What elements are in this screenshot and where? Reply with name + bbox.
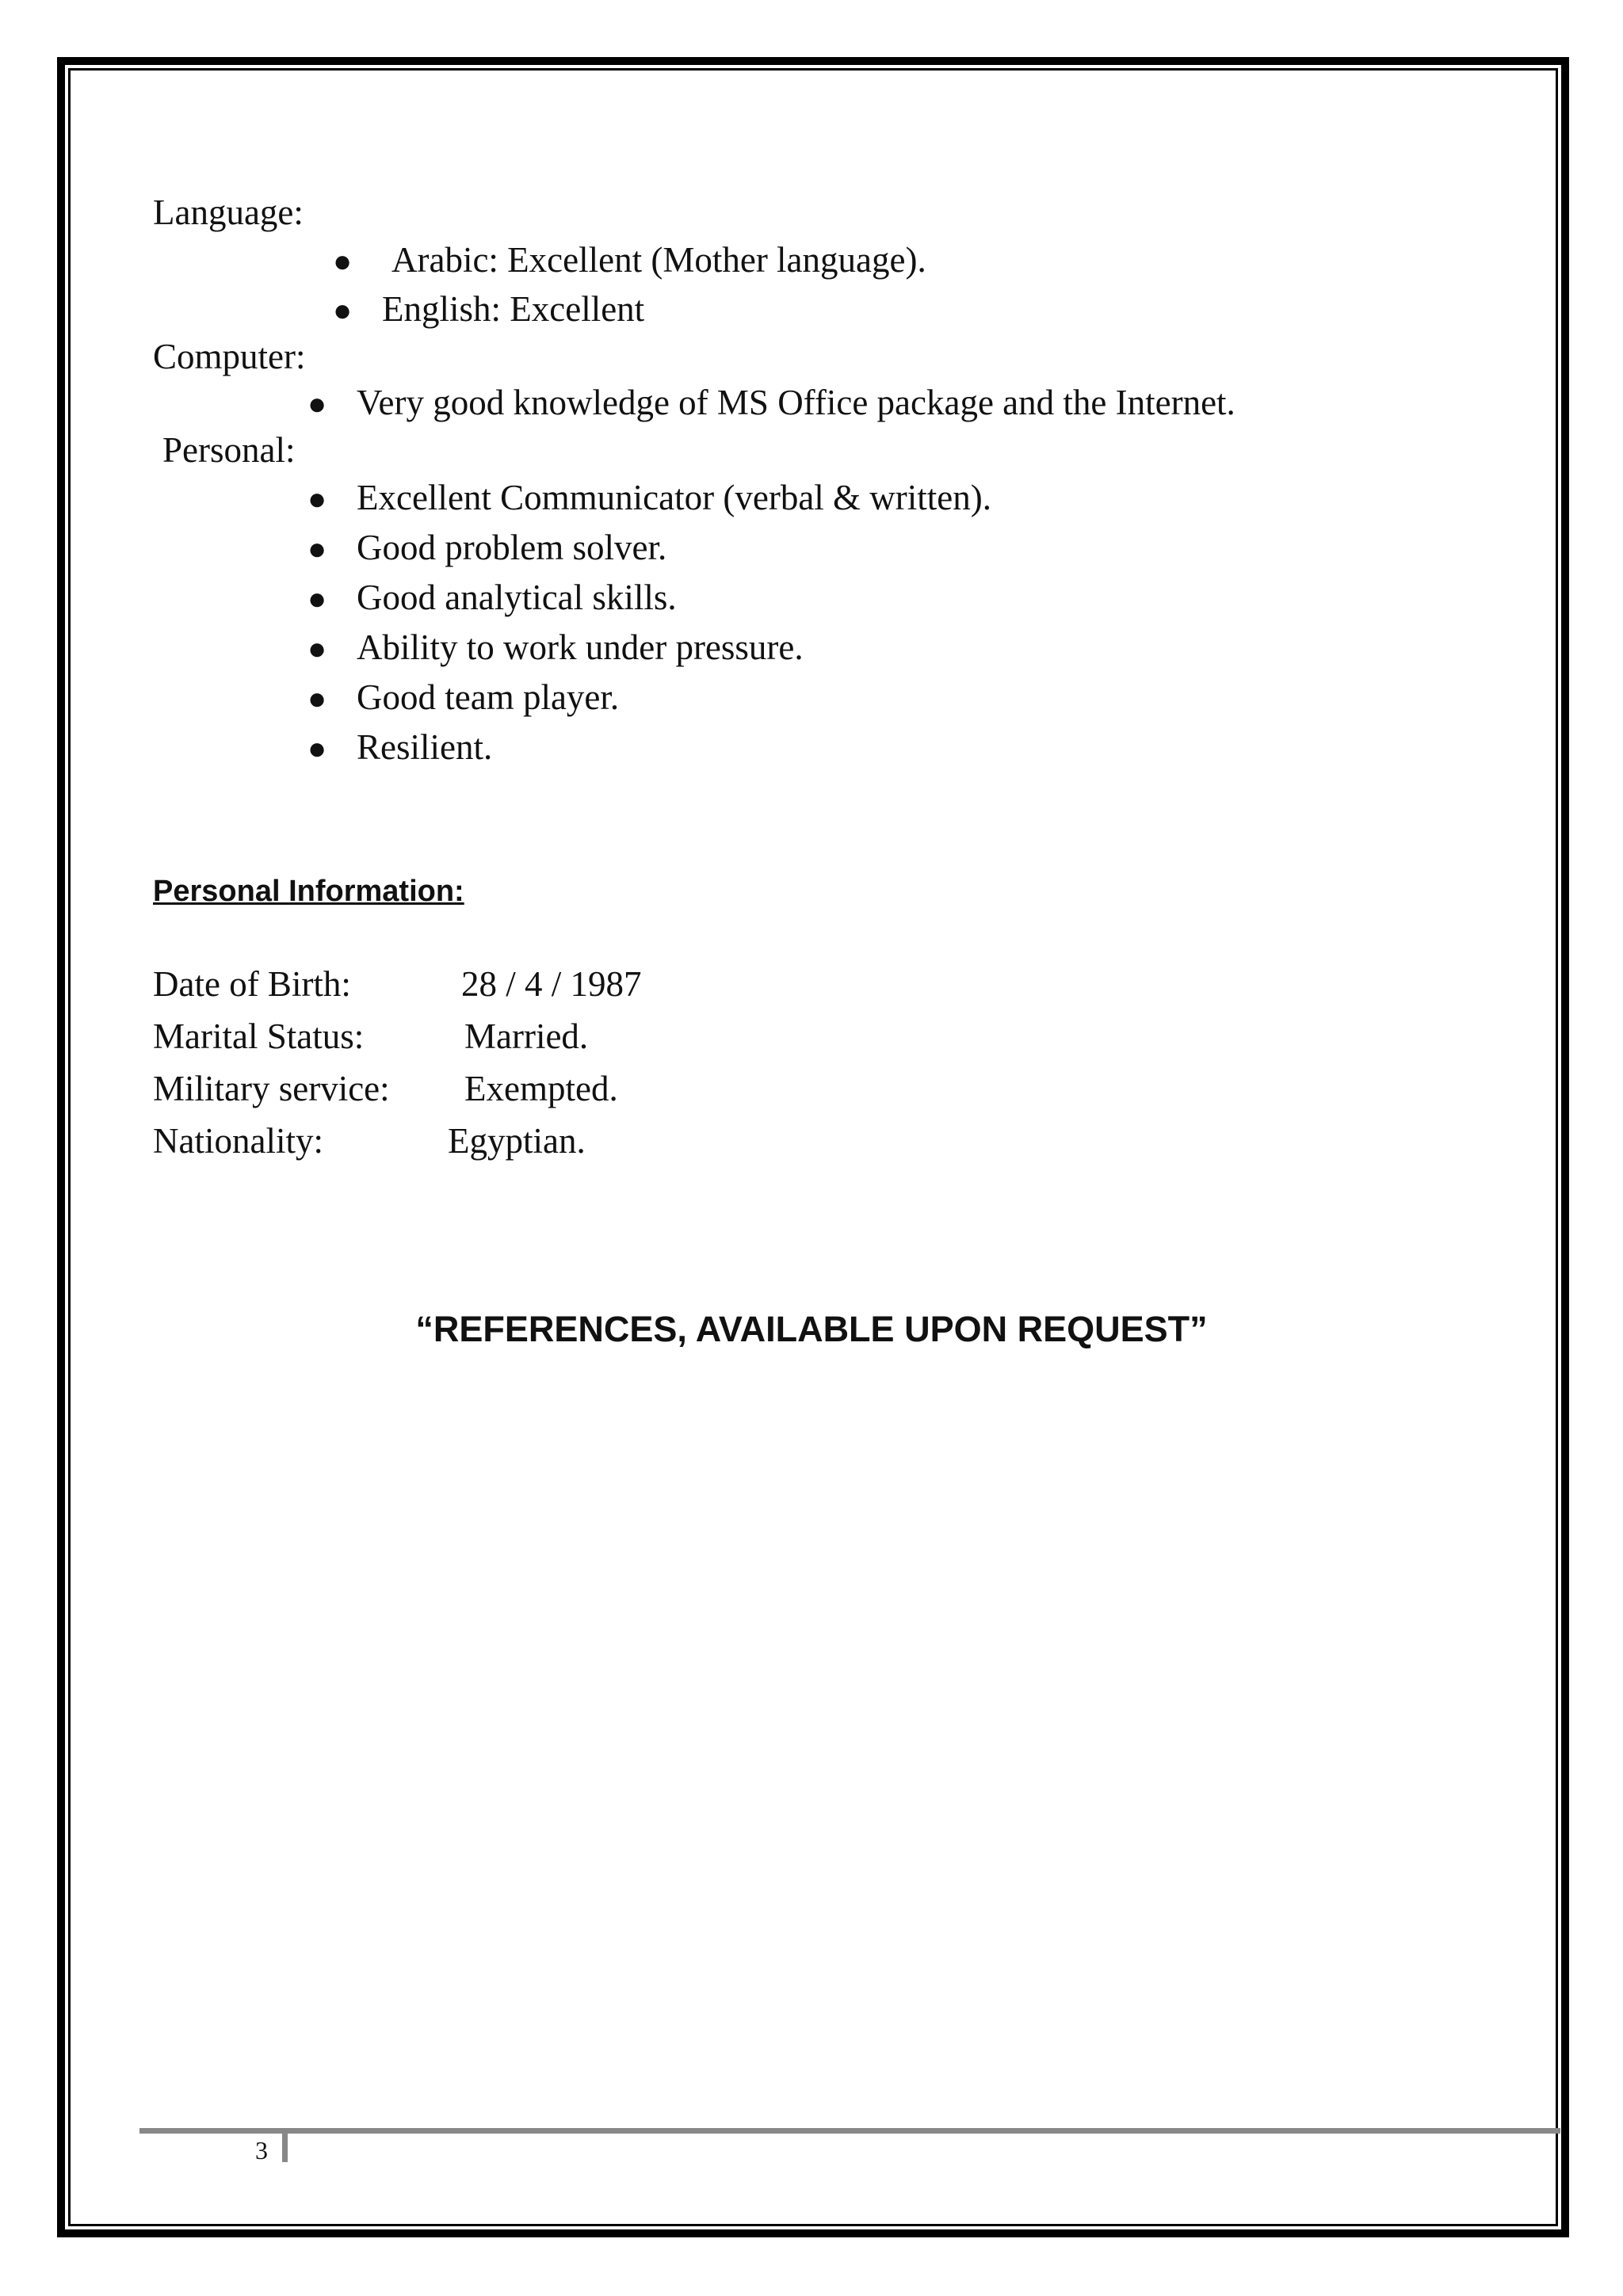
personal-item: Excellent Communicator (verbal & written). — [357, 478, 991, 517]
bullet-icon: ● — [333, 292, 353, 328]
references-note: “REFERENCES, AVAILABLE UPON REQUEST” — [415, 1309, 1208, 1349]
bullet-icon: ● — [307, 481, 327, 517]
computer-item-ms-office: Very good knowledge of MS Office package and the Internet. — [357, 383, 1235, 422]
page-number: 3 — [255, 2136, 268, 2164]
bullet-icon: ● — [307, 631, 327, 666]
footer-divider — [282, 2134, 288, 2162]
personal-item: Good problem solver. — [357, 528, 667, 567]
personal-item: Resilient. — [357, 727, 493, 767]
info-label-dob: Date of Birth: — [153, 964, 351, 1004]
bullet-icon: ● — [307, 581, 327, 616]
info-label-military: Military service: — [153, 1069, 390, 1108]
bullet-icon: ● — [333, 243, 353, 279]
personal-item: Good analytical skills. — [357, 578, 677, 617]
bullet-icon: ● — [307, 730, 327, 766]
personal-item: Ability to work under pressure. — [357, 627, 804, 667]
bullet-icon: ● — [307, 531, 327, 566]
language-label: Language: — [153, 193, 304, 232]
info-label-marital: Marital Status: — [153, 1016, 365, 1056]
personal-item: Good team player. — [357, 677, 620, 717]
computer-label: Computer: — [153, 337, 306, 376]
language-item-arabic: Arabic: Excellent (Mother language). — [391, 240, 926, 280]
personal-label: Personal: — [162, 430, 296, 470]
footer-rule — [139, 2128, 1560, 2134]
personal-info-heading: Personal Information: — [153, 875, 464, 908]
info-value-nationality: Egyptian. — [448, 1121, 586, 1161]
bullet-icon: ● — [307, 386, 327, 421]
bullet-icon: ● — [307, 681, 327, 716]
info-value-marital: Married. — [464, 1016, 589, 1056]
info-value-military: Exempted. — [464, 1069, 618, 1108]
info-label-nationality: Nationality: — [153, 1121, 323, 1161]
language-item-english: English: Excellent — [382, 289, 645, 329]
info-value-dob: 28 / 4 / 1987 — [461, 964, 642, 1004]
